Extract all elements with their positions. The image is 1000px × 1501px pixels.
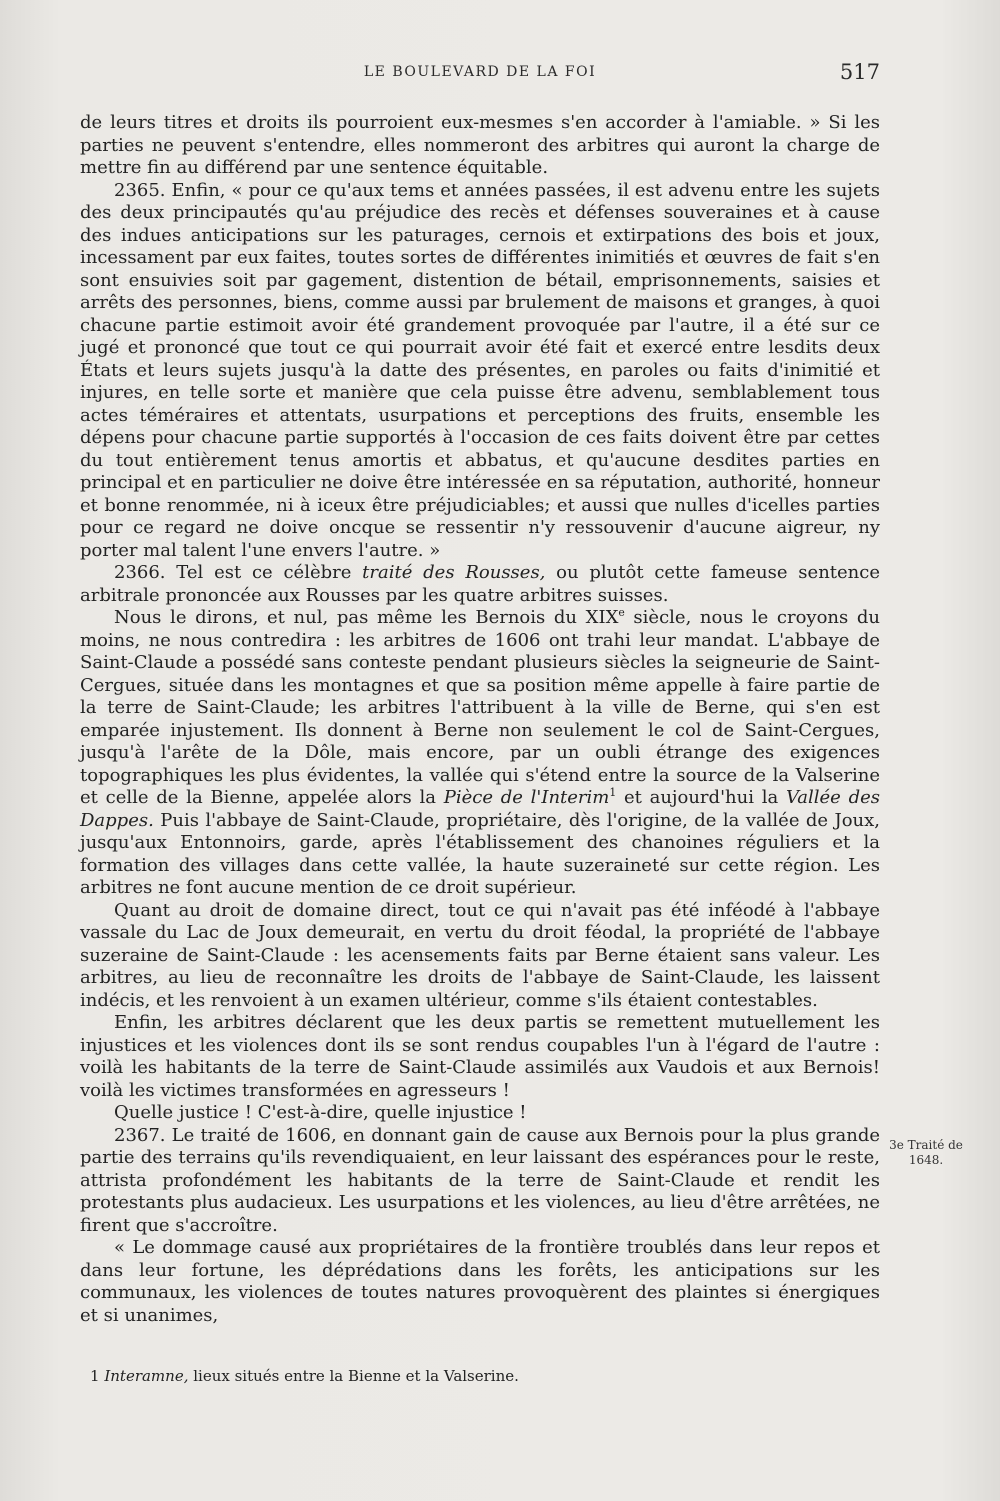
page-header bbox=[80, 60, 880, 90]
century-superscript: e bbox=[618, 606, 625, 619]
paragraph-2366-lead: 2366. Tel est ce célèbre bbox=[114, 562, 363, 583]
paragraph-bernois-b: siècle, nous le croyons du moins, ne nous contredira : les arbitres de 1606 ont trahi leur mandat. L'abbaye de Saint-Claude a possédé sans conteste pendant plusieurs siècles la seigneurie de Saint-Cergues, située dans les montagnes et que sa position même appelle à faire partie de la terre de Saint-Claude; les arbitres l'attribuent à la ville de Berne, qui s'en est emparée injustement. Ils donnent à Berne non seulement le col de Saint-Cergues, jusqu'à l'arête de la Dôle, mais encore, par un oubli étrange des exigences topographiques les plus évidentes, la vallée qui s'étend entre la source de la Valserine et celle de la Bienne, appelée alors la bbox=[80, 607, 881, 808]
footnote-marker: 1 bbox=[90, 1367, 100, 1385]
paragraph-bernois-a: Nous le dirons, et nul, pas même les Bernois du XIX bbox=[114, 607, 619, 628]
paragraph-bernois-c: et aujourd'hui la bbox=[616, 787, 786, 808]
page-number: 517 bbox=[839, 60, 880, 84]
body-text bbox=[80, 112, 880, 1327]
margin-note: 3e Traité de 1648. bbox=[889, 1138, 963, 1167]
piece-de-linterim: Pièce de l'Interim bbox=[443, 787, 610, 808]
footnote bbox=[80, 1366, 880, 1386]
footnote-term: Interamne, bbox=[104, 1367, 189, 1385]
paragraph-2366 bbox=[80, 562, 880, 607]
footnote-ref-1: 1 bbox=[609, 786, 617, 799]
paragraph-2366-rest: ou plutôt cette fameuse sentence arbitrale prononcée aux Rousses par les quatre arbitres suisses. bbox=[80, 562, 880, 606]
paragraph-enfin: Enfin, les arbitres déclarent que les deux partis se remettent mutuellement les injustices et les violences dont ils se sont rendus coupables l'un à l'égard de l'autre : voilà les habitants de la terre de Saint-Claude assimilés aux Vaudois et aux Bernois! voilà les victimes transformées en agresseurs ! bbox=[80, 1012, 880, 1101]
paragraph-domaine-direct: Quant au droit de domaine direct, tout ce qui n'avait pas été inféodé à l'abbaye vassale du Lac de Joux demeurait, en vertu du droit féodal, la propriété de l'abbaye suzeraine de Saint-Claude : les acensements faits par Berne étaient sans valeur. Les arbitres, au lieu de reconnaître les droits de l'abbaye de Saint-Claude, les laissent indécis, et les renvoient à un examen ultérieur, comme s'ils étaient contestables. bbox=[80, 899, 880, 1011]
traite-des-rousses: traité des Rousses, bbox=[362, 562, 546, 583]
paragraph-2367: 2367. Le traité de 1606, en donnant gain de cause aux Bernois pour la plus grande partie des terrains qu'ils revendiquaient, en leur laissant des espérances pour le reste, attrista profondément les habitants de la terre de Saint-Claude et rendit les protestants plus audacieux. Les usurpations et les violences, au lieu d'être arrêtées, ne firent que s'accroître. bbox=[80, 1124, 880, 1236]
paragraph-quelle-justice: Quelle justice ! C'est-à-dire, quelle injustice ! bbox=[114, 1102, 527, 1123]
paragraph-2365: 2365. Enfin, « pour ce qu'aux tems et années passées, il est advenu entre les sujets des deux principautés qu'au préjudice des recès et défenses souveraines et à cause des indues anticipations sur les paturages, cernois et extirpations des bois et joux, incessament par eux faites, toutes sortes de différentes inimitiés et œuvres de fait s'en sont ensuivies soit par gagement, distention de bétail, emprisonnements, saisies et arrêts des personnes, biens, comme aussi par brulement de maisons et granges, à quoi chacune partie estimoit avoir été grandement provoquée par l'autre, il a été sur ce jugé et prononcé que tout ce qui pourrait avoir été fait et exercé entre lesdits deux États et leurs sujets jusqu'à la datte des présentes, en paroles ou faits d'inimitié et injures, en telle sorte et manière que cela puisse être advenu, semblablement tous actes téméraires et attentats, usurpations et perceptions des fruits, ensemble les dépens pour chacune partie supportés à l'occasion de ces faits doivent être par cettes du tout entièrement tenus amortis et abbatus, et qu'aucune desdites parties en principal et en particulier ne doive être intéressée en sa réputation, authorité, honneur et bonne renommée, ni à iceux être préjudiciables; et aussi que nulles d'icelles parties pour ce regard ne doive oncque se ressentir n'y ressouvenir d'aucune aigreur, ny porter mal talent l'une envers l'autre. » bbox=[80, 179, 880, 561]
paragraph-bernois bbox=[80, 607, 880, 900]
vallee-des-dappes: Vallée des Dappes. bbox=[80, 787, 880, 831]
paragraph-continued: de leurs titres et droits ils pourroient eux-mesmes s'en accorder à l'amiable. » Si les parties ne peuvent s'entendre, elles nommeront des arbitres qui auront la charge de mettre fin au différend par une sentence équitable. bbox=[80, 112, 880, 178]
paragraph-quote: « Le dommage causé aux propriétaires de la frontière troublés dans leur repos et dans leur fortune, les déprédations dans les forêts, les anticipations sur les communaux, les violences de toutes natures provoquèrent des plaintes si énergiques et si unanimes, bbox=[80, 1237, 880, 1326]
running-head: LE BOULEVARD DE LA FOI bbox=[363, 64, 597, 80]
paragraph-bernois-d: Puis l'abbaye de Saint-Claude, propriétaire, dès l'origine, de la vallée de Joux, jusqu'aux Entonnoirs, garde, après l'établissement des chanoines réguliers et la formation des villages dans cette vallée, la haute suzeraineté sur cette région. Les arbitres ne font aucune mention de ce droit supérieur. bbox=[80, 809, 880, 898]
footnote-text: lieux situés entre la Bienne et la Valserine. bbox=[188, 1367, 519, 1385]
